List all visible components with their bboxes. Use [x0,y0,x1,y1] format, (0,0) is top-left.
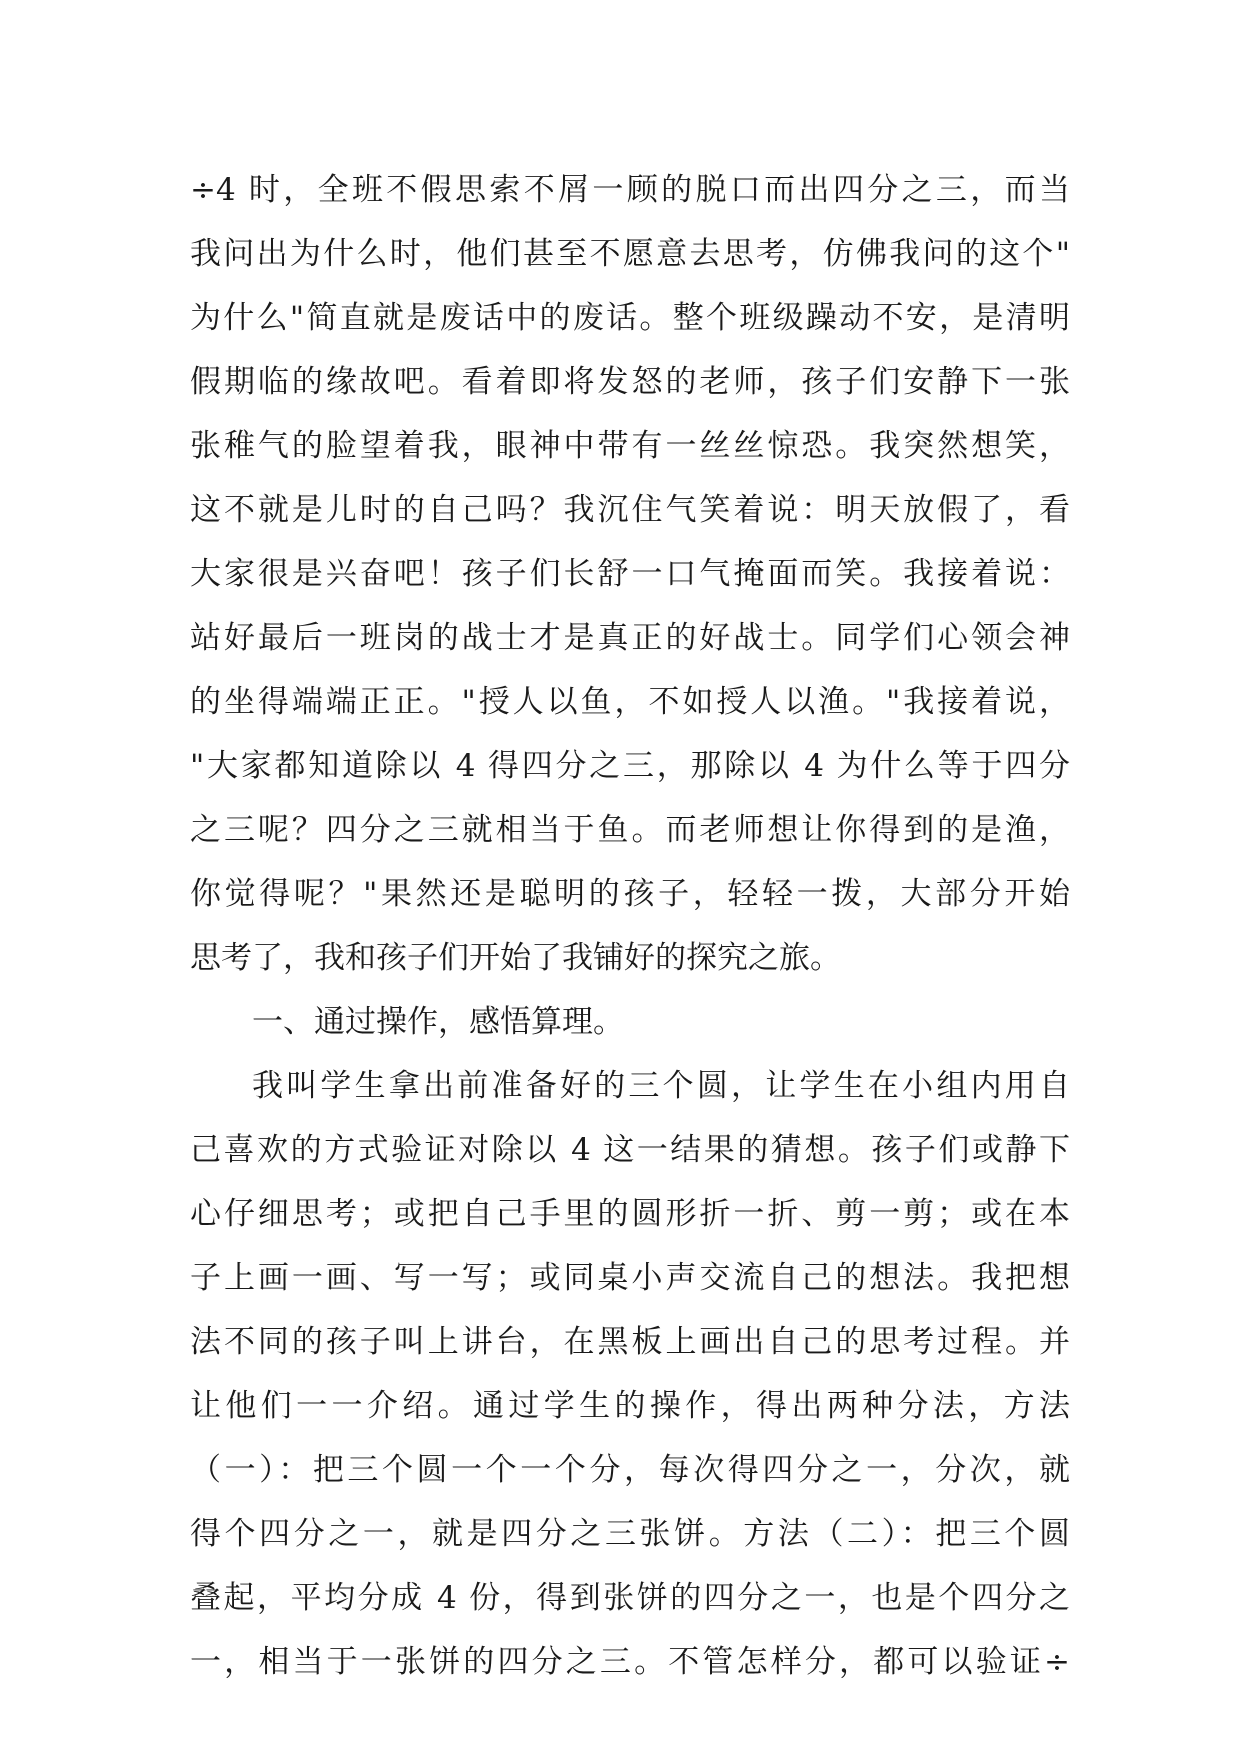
text-line: 张稚气的脸望着我，眼神中带有一丝丝惊恐。我突然想笑， [190,428,1070,464]
text-line: 思考了，我和孩子们开始了我铺好的探究之旅。 [190,940,841,976]
text-line: 我叫学生拿出前准备好的三个圆，让学生在小组内用自 [252,1068,1070,1104]
text-line: 一，相当于一张饼的四分之三。不管怎样分，都可以验证÷ [190,1644,1070,1680]
text-line: （一）：把三个圆一个一个分，每次得四分之一，分次，就 [190,1452,1070,1488]
text-line: 叠起，平均分成 4 份，得到张饼的四分之一，也是个四分之 [190,1580,1070,1616]
text-line: 让他们一一介绍。通过学生的操作，得出两种分法，方法 [190,1388,1070,1424]
text-line: 你觉得呢？"果然还是聪明的孩子，轻轻一拨，大部分开始 [190,876,1070,912]
text-line: "大家都知道除以 4 得四分之三，那除以 4 为什么等于四分 [190,748,1070,784]
text-line: 为什么"简直就是废话中的废话。整个班级躁动不安，是清明 [190,300,1070,336]
text-line: 我问出为什么时，他们甚至不愿意去思考，仿佛我问的这个" [190,236,1070,272]
body-text [190,158,1070,1694]
text-line: 大家很是兴奋吧！孩子们长舒一口气掩面而笑。我接着说： [190,556,1070,592]
text-line: 子上画一画、写一写；或同桌小声交流自己的想法。我把想 [190,1260,1070,1296]
text-line: ÷4 时，全班不假思索不屑一顾的脱口而出四分之三，而当 [190,172,1070,208]
text-line: 心仔细思考；或把自己手里的圆形折一折、剪一剪；或在本 [190,1196,1070,1232]
section-heading: 一、通过操作，感悟算理。 [252,1004,624,1040]
text-line: 假期临的缘故吧。看着即将发怒的老师，孩子们安静下一张 [190,364,1070,400]
text-line: 己喜欢的方式验证对除以 4 这一结果的猜想。孩子们或静下 [190,1132,1070,1168]
text-line: 之三呢？四分之三就相当于鱼。而老师想让你得到的是渔， [190,812,1070,848]
text-line: 得个四分之一，就是四分之三张饼。方法（二）：把三个圆 [190,1516,1070,1552]
text-line: 法不同的孩子叫上讲台，在黑板上画出自己的思考过程。并 [190,1324,1070,1360]
text-line: 这不就是儿时的自己吗？我沉住气笑着说：明天放假了，看 [190,492,1070,528]
text-line: 站好最后一班岗的战士才是真正的好战士。同学们心领会神 [190,620,1070,656]
text-line: 的坐得端端正正。"授人以鱼，不如授人以渔。"我接着说， [190,684,1070,720]
